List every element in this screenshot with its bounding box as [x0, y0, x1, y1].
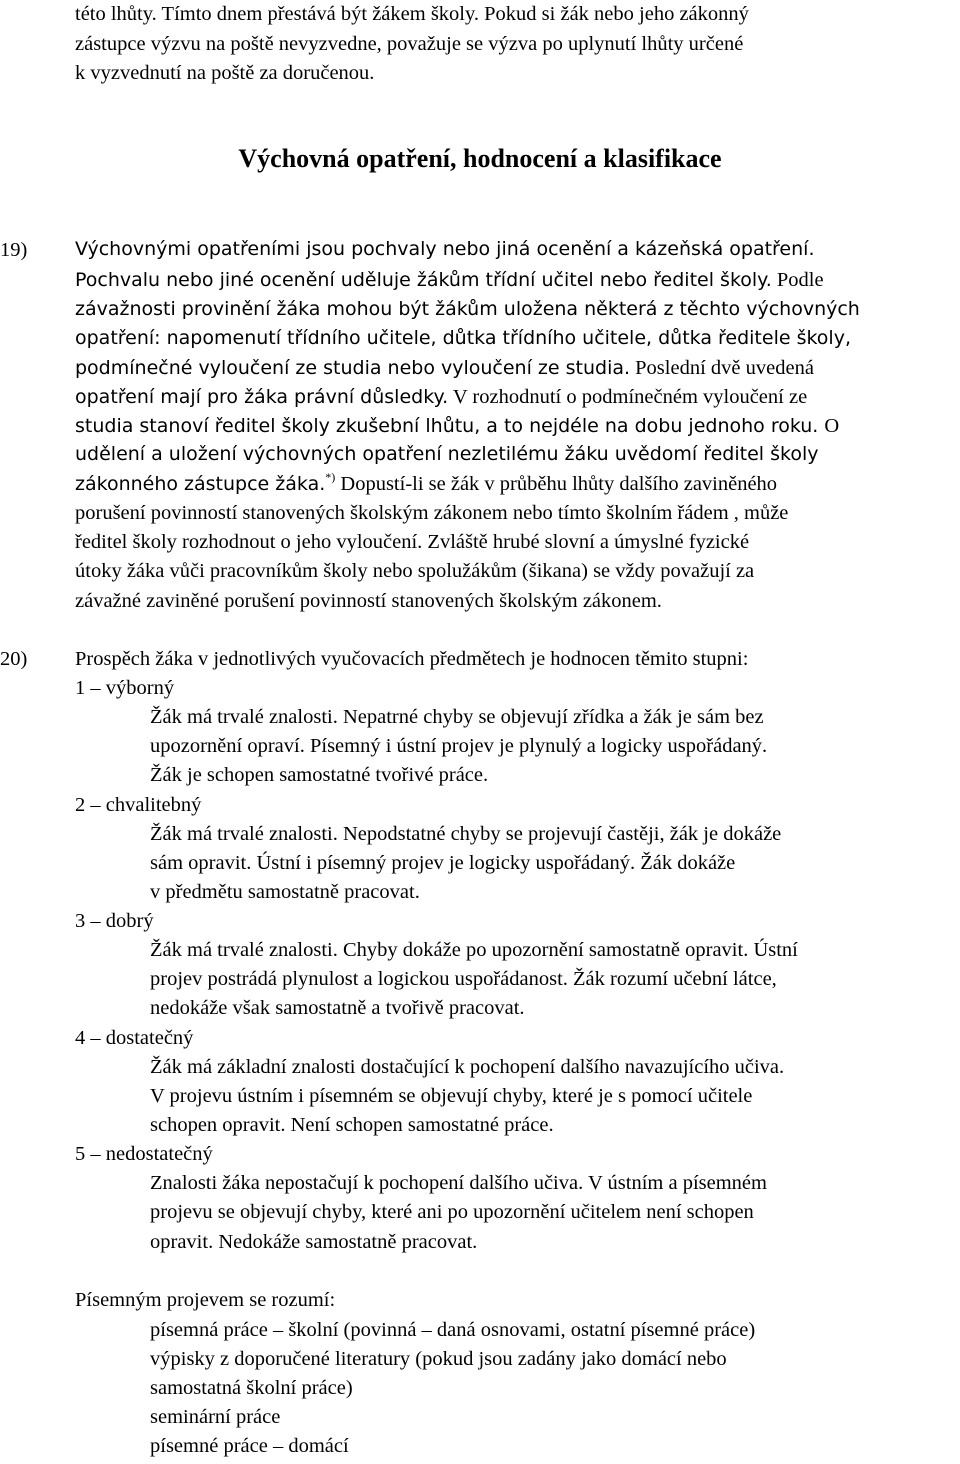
grade-label: 5 – nedostatečný [75, 1143, 213, 1165]
text-run: opatření mají pro žáka právní důsledky. [75, 386, 449, 408]
section-19-line: porušení povinností stanovených školským zákonem nebo tímto školním řádem , může [75, 502, 789, 524]
grade-description-line: schopen opravit. Není schopen samostatné práce. [150, 1114, 554, 1136]
grade-description-line: opravit. Nedokáže samostatně pracovat. [150, 1231, 478, 1253]
text-run: V rozhodnutí o podmínečném vyloučení ze [452, 386, 808, 408]
written-work-item: písemná práce – školní (povinná – daná osnovami, ostatní písemné práce) [150, 1319, 756, 1341]
written-work-item: výpisky z doporučené literatury (pokud jsou zadány jako domácí nebo [150, 1348, 727, 1370]
grade-description-line: Žák má trvalé znalosti. Nepatrné chyby se objevují zřídka a žák je sám bez [150, 706, 764, 728]
written-work-item: seminární práce [150, 1406, 281, 1428]
section-19-line [75, 387, 807, 408]
text-run: ředitel školy rozhodnout o jeho vyloučení. [75, 531, 423, 553]
text-run: Zvláště hrubé slovní a úmyslné fyzické [427, 531, 750, 553]
written-work-title: Písemným projevem se rozumí: [75, 1289, 336, 1311]
grade-description-line: upozornění opraví. Písemný i ústní projev je plynulý a logicky uspořádaný. [150, 735, 768, 757]
grade-description-line: Znalosti žáka nepostačují k pochopení dalšího učiva. V ústním a písemném [150, 1172, 767, 1194]
written-work-item: písemné práce – domácí [150, 1435, 349, 1457]
section-heading: Výchovná opatření, hodnocení a klasifikace [238, 144, 722, 173]
grade-description-line: Žák má základní znalosti dostačující k pochopení dalšího navazujícího učiva. [150, 1056, 785, 1078]
intro-line-3: k vyzvednutí na poště za doručenou. [75, 62, 375, 84]
text-run: O [824, 415, 840, 437]
section-19-number: 19) [0, 239, 28, 261]
section-20-intro: Prospěch žáka v jednotlivých vyučovacích předmětech je hodnocen těmito stupni: [75, 648, 749, 670]
section-19-line: závažné zaviněné porušení povinností stanovených školským zákonem. [75, 590, 662, 612]
section-19-line [75, 532, 749, 553]
grade-label: 3 – dobrý [75, 910, 154, 932]
grade-description-line: sám opravit. Ústní i písemný projev je logicky uspořádaný. Žák dokáže [150, 852, 736, 874]
intro-line-1: této lhůty. Tímto dnem přestává být žákem školy. Pokud si žák nebo jeho zákonný [75, 3, 749, 25]
grade-description-line: V projevu ústním i písemném se objevují chyby, které je s pomocí učitele [150, 1085, 753, 1107]
grade-label: 1 – výborný [75, 677, 175, 699]
grade-description-line: projevu se objevují chyby, které ani po upozornění učitelem není schopen [150, 1201, 754, 1223]
section-19-line: opatření: napomenutí třídního učitele, důtka třídního učitele, důtka ředitele školy, [75, 327, 851, 349]
section-19-line: závažnosti provinění žáka mohou být žákům uložena některá z těchto výchovných [75, 298, 860, 320]
text-run: studia stanoví ředitel školy zkušební lhůtu, a to nejdéle na dobu jednoho roku. [75, 415, 819, 437]
section-19-line [75, 358, 814, 379]
grade-description-line: v předmětu samostatně pracovat. [150, 881, 420, 903]
text-run: podmínečné vyloučení ze studia nebo vyloučení ze studia. [75, 357, 631, 379]
text-run: zákonného zástupce žáka. [75, 473, 326, 495]
section-19-line: Výchovnými opatřeními jsou pochvaly nebo jiná ocenění a kázeňská opatření. [75, 238, 815, 260]
grade-label: 2 – chvalitebný [75, 794, 202, 816]
grade-description-line: Žák má trvalé znalosti. Chyby dokáže po upozornění samostatně opravit. Ústní [150, 939, 798, 961]
section-19-line [75, 470, 778, 495]
section-19-line [75, 270, 824, 291]
intro-line-2: zástupce výzvu na poště nevyzvedne, považuje se výzva po uplynutí lhůty určené [75, 33, 744, 55]
text-run: Pochvalu nebo jiné ocenění uděluje žákům třídní učitel nebo ředitel školy. [75, 269, 772, 291]
text-run: Poslední dvě uvedená [635, 357, 814, 379]
section-20-number: 20) [0, 648, 28, 670]
grade-description-line: Žák má trvalé znalosti. Nepodstatné chyby se projevují častěji, žák je dokáže [150, 823, 782, 845]
section-19-line: útoky žáka vůči pracovníkům školy nebo spolužákům (šikana) se vždy považují za [75, 560, 755, 582]
grade-description-line: Žák je schopen samostatné tvořivé práce. [150, 764, 489, 786]
grade-description-line: projev postrádá plynulost a logickou uspořádanost. Žák rozumí učební látce, [150, 968, 777, 990]
section-19-line [75, 416, 839, 437]
text-run: Dopustí-li se žák v průběhu lhůty dalšího zaviněného [340, 473, 778, 495]
grade-description-line: nedokáže však samostatně a tvořivě pracovat. [150, 997, 525, 1019]
written-work-item: samostatná školní práce) [150, 1377, 353, 1399]
grade-label: 4 – dostatečný [75, 1027, 194, 1049]
text-run: Podle [776, 269, 824, 291]
section-19-line: udělení a uložení výchovných opatření nezletilému žáku uvědomí ředitel školy [75, 443, 819, 465]
footnote-marker: *) [325, 470, 336, 484]
